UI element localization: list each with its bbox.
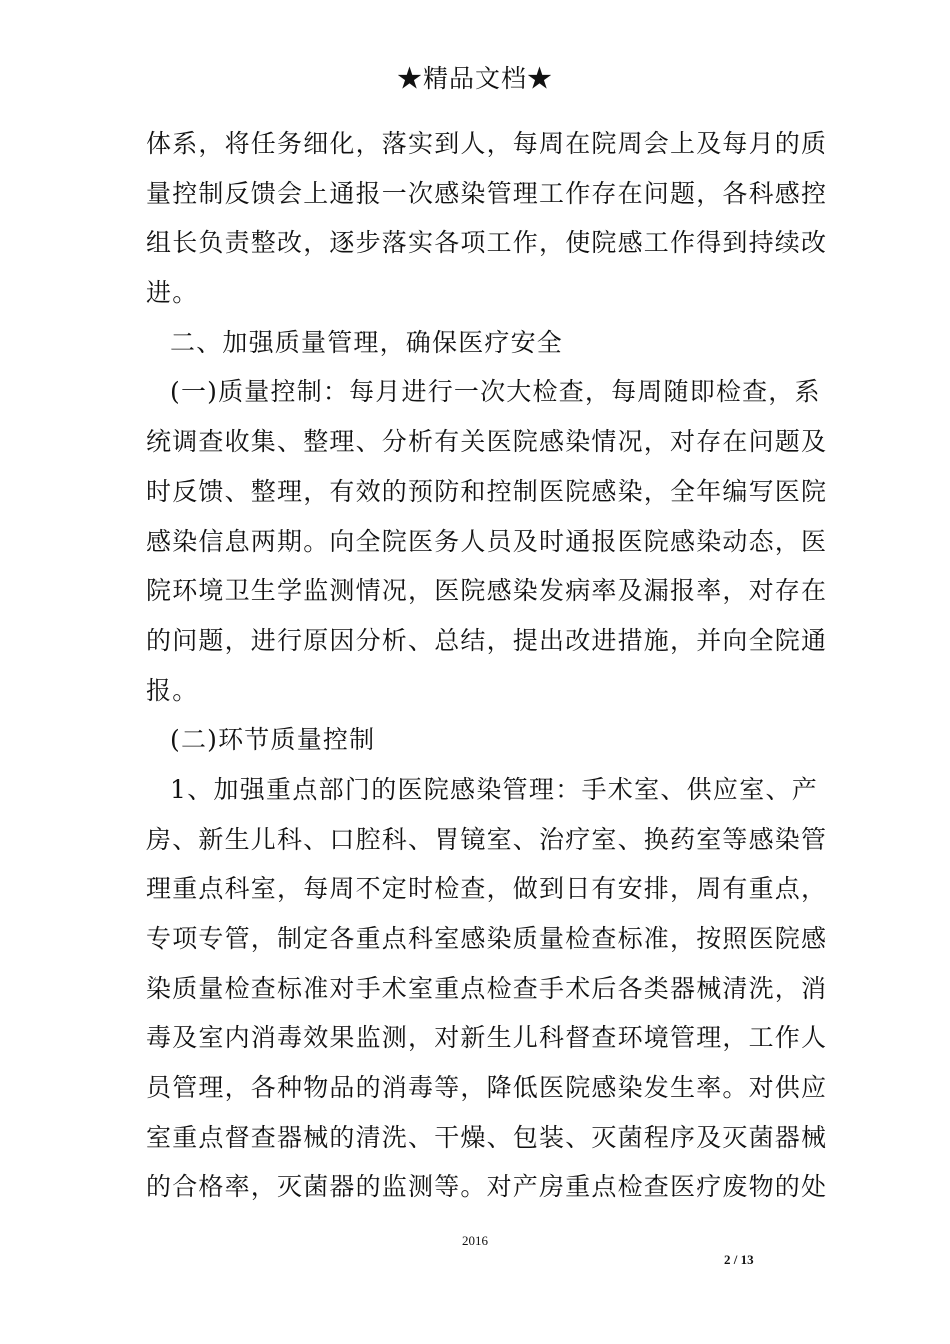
- text-line: 时反馈、整理，有效的预防和控制医院感染，全年编写医院: [146, 476, 828, 506]
- text-line: 统调查收集、整理、分析有关医院感染情况，对存在问题及: [146, 427, 828, 457]
- text-line: 员管理，各种物品的消毒等，降低医院感染发生率。对供应: [146, 1073, 828, 1103]
- text-line: 院环境卫生学监测情况，医院感染发病率及漏报率，对存在: [146, 576, 828, 606]
- text-line: 组长负责整改，逐步落实各项工作，使院感工作得到持续改: [146, 228, 828, 258]
- text-line: 理重点科室，每周不定时检查，做到日有安排，周有重点，: [146, 874, 828, 904]
- text-line: 染质量检查标准对手术室重点检查手术后各类器械清洗，消: [146, 973, 828, 1003]
- text-line: 体系，将任务细化，落实到人，每周在院周会上及每月的质: [146, 129, 828, 158]
- subsection-heading: (二)环节质量控制: [170, 725, 376, 755]
- section-heading: 二、加强质量管理，确保医疗安全: [170, 327, 564, 357]
- text-line: 感染信息两期。向全院医务人员及时通报医院感染动态，医: [146, 526, 828, 556]
- text-line: 进。: [146, 278, 199, 308]
- page-number: 2 / 13: [724, 1252, 754, 1267]
- text-line: 毒及室内消毒效果监测，对新生儿科督查环境管理，工作人: [146, 1023, 828, 1053]
- text-line: 报。: [146, 675, 199, 705]
- text-line: 房、新生儿科、口腔科、胃镜室、治疗室、换药室等感染管: [146, 824, 828, 854]
- page-header-title: ★精品文档★: [396, 64, 553, 93]
- text-line: 的合格率，灭菌器的监测等。对产房重点检查医疗废物的处: [146, 1172, 828, 1202]
- text-line: 的问题，进行原因分析、总结，提出改进措施，并向全院通: [146, 625, 828, 655]
- text-line: 1、加强重点部门的医院感染管理：手术室、供应室、产: [170, 774, 818, 804]
- text-line: (一)质量控制：每月进行一次大检查，每周随即检查，系: [170, 377, 821, 407]
- document-body: [146, 124, 828, 1217]
- text-line: 专项专管，制定各重点科室感染质量检查标准，按照医院感: [146, 924, 828, 953]
- text-line: 室重点督查器械的清洗、干燥、包装、灭菌程序及灭菌器械: [146, 1122, 828, 1152]
- text-line: 量控制反馈会上通报一次感染管理工作存在问题，各科感控: [146, 178, 828, 208]
- footer-year: 2016: [462, 1233, 488, 1248]
